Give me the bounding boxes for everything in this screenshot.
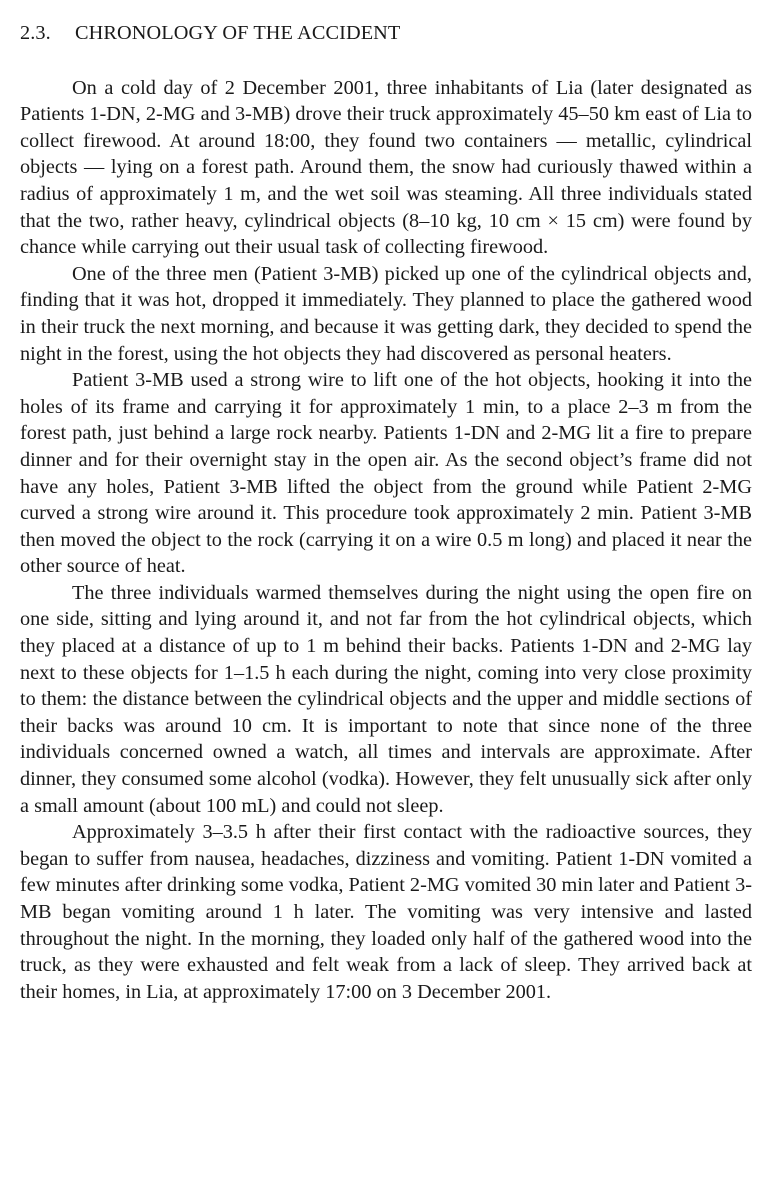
section-number: 2.3. [20, 22, 51, 44]
paragraph-moving-objects: Patient 3-MB used a strong wire to lift one of the hot objects, hooking it into the holes of its frame and carrying it for approximately 1 min, to a place 2–3 m from the forest path, just behind a large rock nearby. Patients 1-DN and 2-MG lit a fire to prepare dinner and for their overnight stay in the open air. As the second object’s frame did not have any holes, Patient 3-MB lifted the object from the ground while Patient 2-MG curved a strong wire around it. This procedure took approximately 2 min. Patient 3-MB then moved the object to the rock (carrying it on a wire 0.5 m long) and placed it near the other source of heat. [20, 369, 752, 578]
document-page [20, 20, 752, 1005]
paragraph-overnight: The three individuals warmed themselves during the night using the open fire on one side, sitting and lying around it, and not far from the hot cylindrical objects, which they placed at a distance of up to 1 m behind their backs. Patients 1-DN and 2-MG lay next to these objects for 1–1.5 h each during the night, coming into very close proximity to them: the distance between the cylindrical objects and the upper and middle sections of their backs was around 10 cm. It is important to note that since none of the three individuals concerned owned a watch, all times and intervals are approximate. After dinner, they consumed some alcohol (vodka). However, they felt unusually sick after only a small amount (about 100 mL) and could not sleep. [20, 581, 752, 817]
paragraph-pickup: One of the three men (Patient 3-MB) picked up one of the cylindrical objects and, finding that it was hot, dropped it immediately. They planned to place the gathered wood in their truck the next morning, and because it was getting dark, they decided to spend the night in the forest, using the hot objects they had discovered as personal heaters. [20, 262, 752, 365]
paragraph-discovery: On a cold day of 2 December 2001, three inhabitants of Lia (later designated as Patients 1-DN, 2-MG and 3-MB) drove their truck approximately 45–50 km east of Lia to collect firewood. At around 18:00, they found two containers — metallic, cylindrical objects — lying on a forest path. Around them, the snow had curiously thawed within a radius of approximately 1 m, and the wet soil was steaming. All three individuals stated that the two, rather heavy, cylindrical objects (8–10 kg, 10 cm × 15 cm) were found by chance while carrying out their usual task of collecting firewood. [20, 76, 752, 259]
section-heading [20, 20, 752, 47]
paragraph-symptoms: Approximately 3–3.5 h after their first contact with the radioactive sources, they began to suffer from nausea, headaches, dizziness and vomiting. Patient 1-DN vomited a few minutes after drinking some vodka, Patient 2-MG vomited 30 min later and Patient 3-MB began vomiting around 1 h later. The vomiting was very intensive and lasted throughout the night. In the morning, they loaded only half of the gathered wood into the truck, as they were exhausted and felt weak from a lack of sleep. They arrived back at their homes, in Lia, at approximately 17:00 on 3 December 2001. [20, 821, 752, 1003]
section-title: CHRONOLOGY OF THE ACCIDENT [75, 22, 401, 44]
